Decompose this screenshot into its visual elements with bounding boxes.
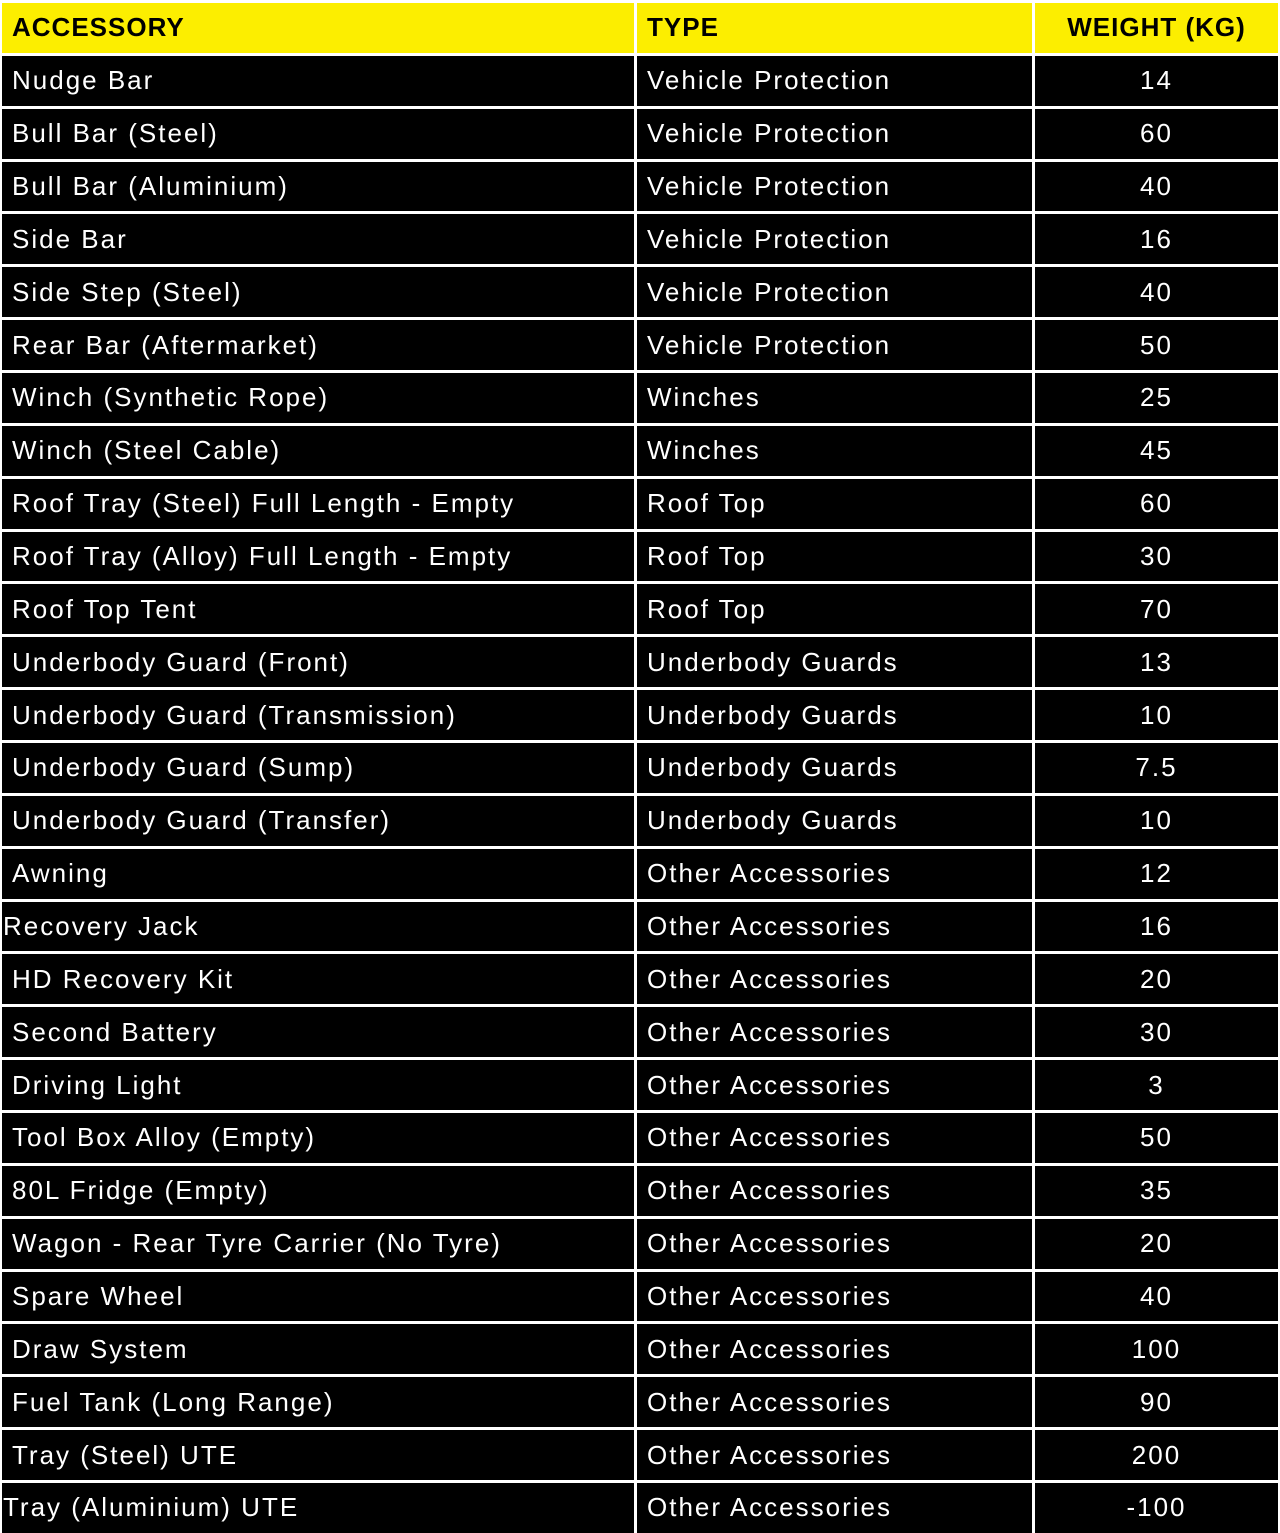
header-type: TYPE (637, 3, 1032, 53)
table-row (2, 426, 1278, 476)
accessory-cell: Side Bar (2, 214, 634, 264)
table-row (2, 1483, 1278, 1533)
weight-cell: 90 (1035, 1377, 1278, 1427)
table-row (2, 1272, 1278, 1322)
type-cell: Vehicle Protection (637, 267, 1032, 317)
weight-cell: 30 (1035, 532, 1278, 582)
type-cell: Winches (637, 373, 1032, 423)
weight-cell: 7.5 (1035, 743, 1278, 793)
type-cell: Other Accessories (637, 1377, 1032, 1427)
weight-cell: 200 (1035, 1430, 1278, 1480)
table-row (2, 109, 1278, 159)
type-cell: Vehicle Protection (637, 214, 1032, 264)
type-cell: Other Accessories (637, 1113, 1032, 1163)
type-cell: Other Accessories (637, 1430, 1032, 1480)
weight-cell: 40 (1035, 162, 1278, 212)
weight-cell: 45 (1035, 426, 1278, 476)
accessory-cell: Underbody Guard (Front) (2, 637, 634, 687)
accessory-cell: Spare Wheel (2, 1272, 634, 1322)
type-cell: Other Accessories (637, 1324, 1032, 1374)
weight-cell: 50 (1035, 1113, 1278, 1163)
type-cell: Other Accessories (637, 1219, 1032, 1269)
accessory-cell: Bull Bar (Aluminium) (2, 162, 634, 212)
table-header-row (2, 3, 1278, 53)
type-cell: Roof Top (637, 584, 1032, 634)
accessory-cell: Driving Light (2, 1060, 634, 1110)
table-row (2, 373, 1278, 423)
table-row (2, 214, 1278, 264)
accessory-cell: Underbody Guard (Transfer) (2, 796, 634, 846)
accessory-cell: 80L Fridge (Empty) (2, 1166, 634, 1216)
weight-cell: -100 (1035, 1483, 1278, 1533)
weight-cell: 35 (1035, 1166, 1278, 1216)
type-cell: Underbody Guards (637, 743, 1032, 793)
accessory-cell: Awning (2, 849, 634, 899)
table-row (2, 637, 1278, 687)
table-row (2, 1060, 1278, 1110)
table-row (2, 532, 1278, 582)
weight-cell: 100 (1035, 1324, 1278, 1374)
weight-cell: 3 (1035, 1060, 1278, 1110)
accessory-cell: HD Recovery Kit (2, 954, 634, 1004)
accessory-cell: Tray (Aluminium) UTE (2, 1483, 634, 1533)
accessory-cell: Bull Bar (Steel) (2, 109, 634, 159)
type-cell: Other Accessories (637, 1166, 1032, 1216)
table-row (2, 954, 1278, 1004)
weight-cell: 40 (1035, 1272, 1278, 1322)
weight-cell: 25 (1035, 373, 1278, 423)
accessory-cell: Tray (Steel) UTE (2, 1430, 634, 1480)
table-row (2, 743, 1278, 793)
accessory-cell: Winch (Synthetic Rope) (2, 373, 634, 423)
type-cell: Underbody Guards (637, 796, 1032, 846)
weight-cell: 60 (1035, 109, 1278, 159)
type-cell: Winches (637, 426, 1032, 476)
table-row (2, 1007, 1278, 1057)
table-row (2, 479, 1278, 529)
accessory-cell: Tool Box Alloy (Empty) (2, 1113, 634, 1163)
table-row (2, 267, 1278, 317)
type-cell: Vehicle Protection (637, 320, 1032, 370)
weight-cell: 70 (1035, 584, 1278, 634)
accessory-cell: Roof Top Tent (2, 584, 634, 634)
table-row (2, 1219, 1278, 1269)
accessory-cell: Second Battery (2, 1007, 634, 1057)
table-row (2, 796, 1278, 846)
table-row (2, 1166, 1278, 1216)
accessory-cell: Underbody Guard (Sump) (2, 743, 634, 793)
table-row (2, 1430, 1278, 1480)
weight-cell: 40 (1035, 267, 1278, 317)
type-cell: Vehicle Protection (637, 162, 1032, 212)
type-cell: Roof Top (637, 479, 1032, 529)
type-cell: Other Accessories (637, 902, 1032, 952)
weight-cell: 50 (1035, 320, 1278, 370)
header-weight: WEIGHT (KG) (1035, 3, 1278, 53)
accessory-cell: Rear Bar (Aftermarket) (2, 320, 634, 370)
table-row (2, 902, 1278, 952)
accessory-cell: Roof Tray (Alloy) Full Length - Empty (2, 532, 634, 582)
accessory-cell: Side Step (Steel) (2, 267, 634, 317)
weight-cell: 12 (1035, 849, 1278, 899)
weight-cell: 13 (1035, 637, 1278, 687)
header-accessory: ACCESSORY (2, 3, 634, 53)
weight-cell: 16 (1035, 214, 1278, 264)
weight-cell: 10 (1035, 796, 1278, 846)
table-row (2, 849, 1278, 899)
accessory-cell: Roof Tray (Steel) Full Length - Empty (2, 479, 634, 529)
type-cell: Other Accessories (637, 1272, 1032, 1322)
table-row (2, 1324, 1278, 1374)
table-row (2, 1113, 1278, 1163)
type-cell: Vehicle Protection (637, 56, 1032, 106)
weight-cell: 20 (1035, 954, 1278, 1004)
type-cell: Other Accessories (637, 849, 1032, 899)
weight-cell: 20 (1035, 1219, 1278, 1269)
type-cell: Other Accessories (637, 1060, 1032, 1110)
table-row (2, 56, 1278, 106)
type-cell: Other Accessories (637, 954, 1032, 1004)
weight-cell: 10 (1035, 690, 1278, 740)
type-cell: Roof Top (637, 532, 1032, 582)
accessory-cell: Draw System (2, 1324, 634, 1374)
type-cell: Underbody Guards (637, 637, 1032, 687)
type-cell: Other Accessories (637, 1007, 1032, 1057)
type-cell: Other Accessories (637, 1483, 1032, 1533)
accessory-cell: Underbody Guard (Transmission) (2, 690, 634, 740)
table-row (2, 162, 1278, 212)
table-row (2, 1377, 1278, 1427)
type-cell: Underbody Guards (637, 690, 1032, 740)
accessory-cell: Fuel Tank (Long Range) (2, 1377, 634, 1427)
type-cell: Vehicle Protection (637, 109, 1032, 159)
weight-cell: 30 (1035, 1007, 1278, 1057)
accessory-cell: Nudge Bar (2, 56, 634, 106)
accessory-cell: Recovery Jack (2, 902, 634, 952)
accessory-cell: Winch (Steel Cable) (2, 426, 634, 476)
table-row (2, 690, 1278, 740)
table-row (2, 584, 1278, 634)
weight-cell: 14 (1035, 56, 1278, 106)
table-row (2, 320, 1278, 370)
weight-cell: 60 (1035, 479, 1278, 529)
accessory-cell: Wagon - Rear Tyre Carrier (No Tyre) (2, 1219, 634, 1269)
weight-cell: 16 (1035, 902, 1278, 952)
